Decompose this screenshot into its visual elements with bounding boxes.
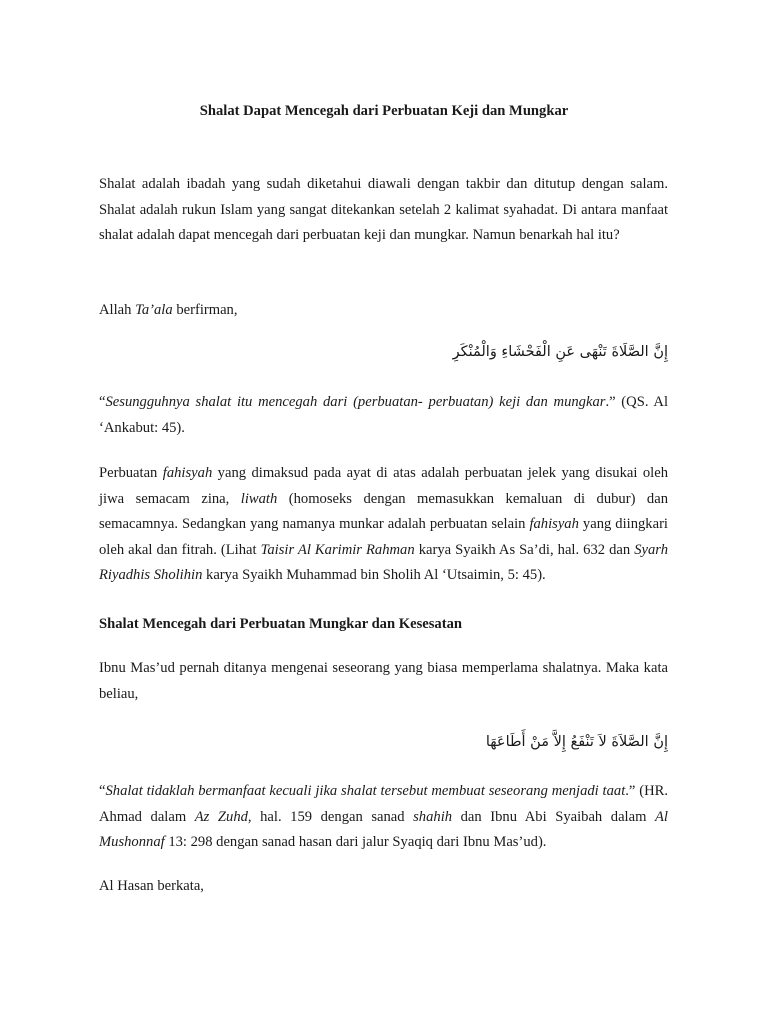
arabic-verse-1: إِنَّ الصَّلَاةَ تَنْهَى عَنِ الْفَحْشَاءِ وَالْمُنْكَرِ: [452, 344, 668, 360]
section-heading: Shalat Mencegah dari Perbuatan Mungkar dan Kesesatan: [99, 616, 462, 632]
paragraph-al-hasan: Al Hasan berkata,: [99, 878, 204, 894]
paragraph-hadith-translation: “Shalat tidaklah bermanfaat kecuali jika shalat tersebut membuat seseorang menjadi taat.” (HR. Ahmad dalam Az Zuhd, hal. 159 dengan sanad shahih dan Ibnu Abi Syaibah dalam Al Mushonnaf 13: 298 dengan sanad hasan dari jalur Syaqiq dari Ibnu Mas’ud).: [99, 783, 668, 850]
paragraph-verse-translation: “Sesungguhnya shalat itu mencegah dari (perbuatan- perbuatan) keji dan mungkar.” (QS. Al ‘Ankabut: 45).: [99, 394, 668, 436]
arabic-verse-2: إِنَّ الصَّلاَةَ لاَ تَنْفَعُ إِلاَّ مَنْ أَطَاعَهَا: [485, 734, 668, 750]
paragraph-ibnu-masud: Ibnu Mas’ud pernah ditanya mengenai seseorang yang biasa memperlama shalatnya. Maka kata beliau,: [99, 660, 668, 702]
paragraph-fahisyah-explanation: Perbuatan fahisyah yang dimaksud pada ayat di atas adalah perbuatan jelek yang disukai oleh jiwa semacam zina, liwath (homoseks dengan memasukkan kemaluan di dubur) dan semacamnya. Sedangkan yang namanya munkar adalah perbuatan selain fahisyah yang diingkari oleh akal dan fitrah. (Lihat Taisir Al Karimir Rahman karya Syaikh As Sa’di, hal. 632 dan Syarh Riyadhis Sholihin karya Syaikh Muhammad bin Sholih Al ‘Utsaimin, 5: 45).: [99, 465, 669, 583]
document-title: Shalat Dapat Mencegah dari Perbuatan Keji dan Mungkar: [199, 103, 569, 119]
paragraph-allah-berfirman: Allah Ta’ala berfirman,: [99, 302, 238, 318]
paragraph-intro: Shalat adalah ibadah yang sudah diketahui diawali dengan takbir dan ditutup dengan salam. Shalat adalah rukun Islam yang sangat ditekankan setelah 2 kalimat syahadat. Di antara manfaat shalat adalah dapat mencegah dari perbuatan keji dan mungkar. Namun benarkah hal itu?: [99, 176, 668, 243]
